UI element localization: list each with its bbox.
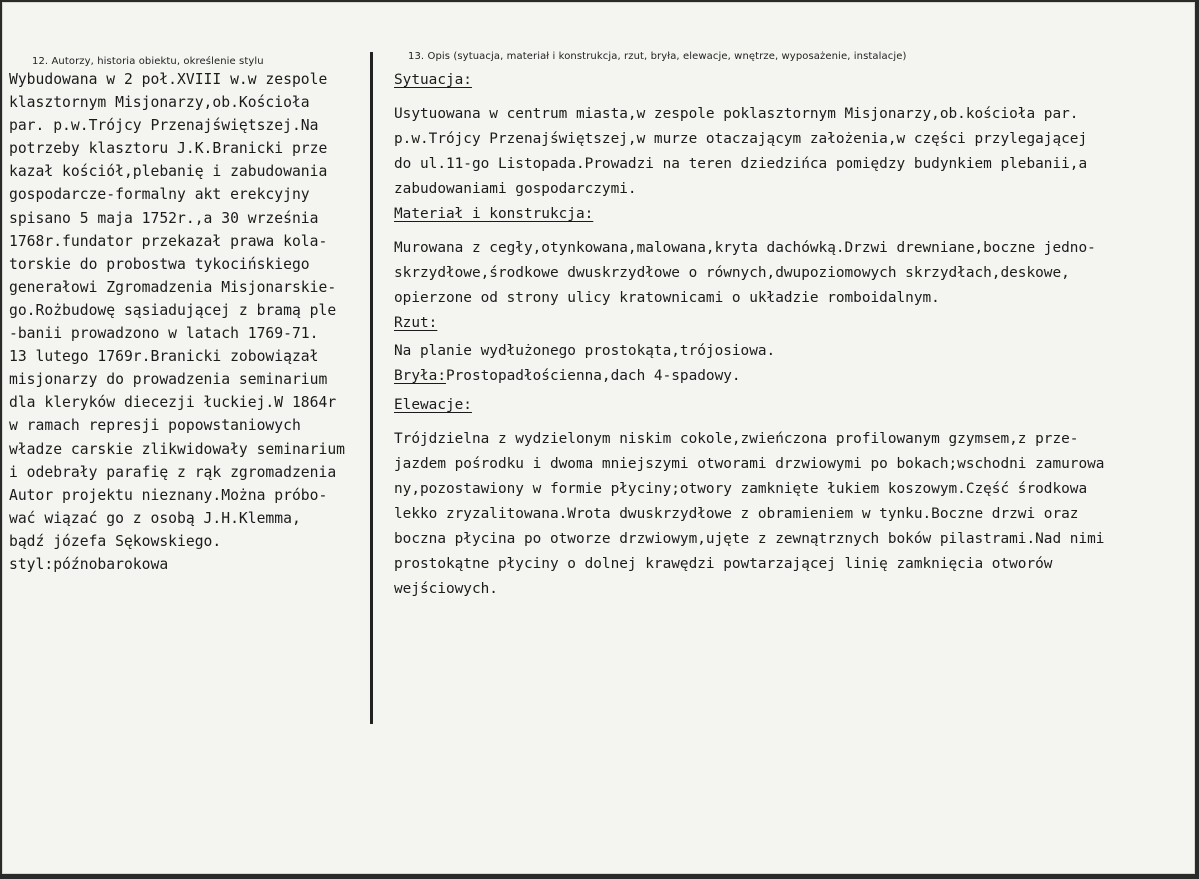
section-title-sytuacja: Sytuacja: — [394, 72, 472, 88]
history-line: bądź józefa Sękowskiego. — [9, 532, 222, 550]
history-line: Autor projektu nieznany.Można próbo- — [9, 486, 328, 504]
rzut-line: Na planie wydłużonego prostokąta,trójosiowa. — [394, 343, 776, 359]
sytuacja-line: p.w.Trójcy Przenajświętszej,w murze otaczającym założenia,w części przylegającej — [394, 131, 1088, 147]
material-line: opierzone od strony ulicy kratownicami o układzie romboidalnym. — [394, 290, 940, 306]
history-line: 1768r.fundator przekazał prawa kola- — [9, 232, 328, 250]
sytuacja-line: zabudowaniami gospodarczymi. — [394, 181, 637, 197]
history-line: misjonarzy do prowadzenia seminarium — [9, 371, 328, 389]
material-line: skrzydłowe,środkowe dwuskrzydłowe o równych,dwupoziomowych skrzydłach,deskowe, — [394, 265, 1070, 281]
elewacje-line: lekko zryzalitowana.Wrota dwuskrzydłowe z obramieniem w tynku.Boczne drzwi oraz — [394, 506, 1079, 522]
bryla-label: Bryła: — [394, 368, 446, 384]
sytuacja-line: Usytuowana w centrum miasta,w zespole poklasztornym Misjonarzy,ob.kościoła par. — [394, 106, 1079, 122]
history-line: par. p.w.Trójcy Przenajświętszej.Na — [9, 117, 319, 135]
history-line: styl:późnobarokowa — [9, 555, 169, 573]
document-card — [2, 2, 1195, 874]
left-column-header: 12. Autorzy, historia obiektu, określenie stylu — [32, 56, 264, 67]
sytuacja-paragraph — [394, 102, 1194, 202]
elewacje-line: wejściowych. — [394, 581, 498, 597]
history-line: go.Rożbudowę sąsiadującej z bramą ple — [9, 301, 337, 319]
section-title-material: Materiał i konstrukcja: — [394, 206, 594, 222]
history-line: -banii prowadzono w latach 1769-71. — [9, 325, 319, 343]
section-title-rzut: Rzut: — [394, 315, 438, 331]
history-line: dla kleryków diecezji łuckiej.W 1864r — [9, 394, 337, 412]
history-line: spisano 5 maja 1752r.,a 30 września — [9, 209, 319, 227]
history-line: i odebrały parafię z rąk zgromadzenia — [9, 463, 337, 481]
history-line: klasztornym Misjonarzy,ob.Kościoła — [9, 94, 310, 112]
elewacje-line: ny,pozostawiony w formie płyciny;otwory zamknięte łukiem koszowym.Część środkowa — [394, 481, 1088, 497]
history-line: torskie do probostwa tykocińskiego — [9, 255, 310, 273]
sytuacja-line: do ul.11-go Listopada.Prowadzi na teren dziedzińca pomiędzy budynkiem plebanii,a — [394, 156, 1088, 172]
history-line: generałowi Zgromadzenia Misjonarskie- — [9, 278, 337, 296]
material-line: Murowana z cegły,otynkowana,malowana,kryta dachówką.Drzwi drewniane,boczne jedno- — [394, 240, 1096, 256]
history-line: władze carskie zlikwidowały seminarium — [9, 440, 346, 458]
right-column-header: 13. Opis (sytuacja, materiał i konstrukcja, rzut, bryła, elewacje, wnętrze, wyposażenie, instalacje) — [408, 51, 907, 62]
elewacje-line: jazdem pośrodku i dwoma mniejszymi otworami drzwiowymi po bokach;wschodni zamurowa — [394, 456, 1105, 472]
section-title-elewacje: Elewacje: — [394, 397, 472, 413]
history-line: Wybudowana w 2 poł.XVIII w.w zespole — [9, 71, 328, 88]
elewacje-line: Trójdzielna z wydzielonym niskim cokole,zwieńczona profilowanym gzymsem,z prze- — [394, 431, 1079, 447]
bryla-text: Prostopadłościenna,dach 4-spadowy. — [445, 368, 741, 384]
rzut-paragraph — [394, 339, 1194, 364]
description-text — [394, 68, 1194, 602]
history-text — [9, 68, 377, 576]
elewacje-line: prostokątne płyciny o dolnej krawędzi powtarzającej linię zamknięcia otworów — [394, 556, 1053, 572]
history-line: w ramach represji popowstaniowych — [9, 417, 301, 435]
history-line: potrzeby klasztoru J.K.Branicki prze — [9, 140, 328, 158]
history-line: wać wiązać go z osobą J.H.Klemma, — [9, 509, 301, 527]
material-paragraph — [394, 236, 1194, 311]
history-line: 13 lutego 1769r.Branicki zobowiązał — [9, 348, 319, 366]
elewacje-line: boczna płycina po otworze drzwiowym,ujęte z zewnątrznych boków pilastrami.Nad nimi — [394, 531, 1105, 547]
history-line: kazał kościół,plebanię i zabudowania — [9, 163, 328, 181]
history-line: gospodarcze-formalny akt erekcyjny — [9, 186, 310, 204]
elewacje-paragraph — [394, 427, 1194, 602]
bryla-paragraph — [394, 364, 1194, 389]
